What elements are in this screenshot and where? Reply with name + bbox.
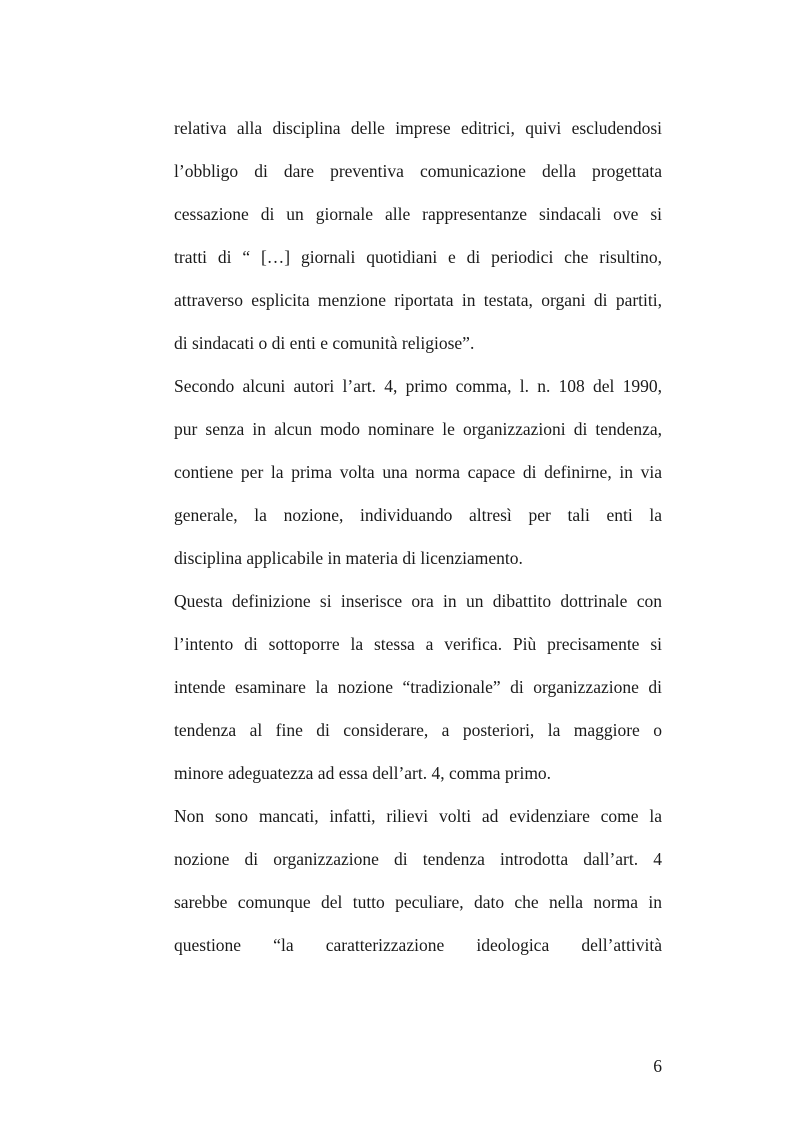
text-line: Non sono mancati, infatti, rilievi volti ad evidenziare come la (174, 806, 662, 826)
text-line: attraverso esplicita menzione riportata in testata, organi di partiti, (174, 290, 662, 310)
paragraph-2 (174, 371, 662, 586)
text-line: pur senza in alcun modo nominare le organizzazioni di tendenza, (174, 419, 662, 439)
document-body (174, 113, 662, 973)
text-line: intende esaminare la nozione “tradizionale” di organizzazione di (174, 677, 662, 697)
text-line: Secondo alcuni autori l’art. 4, primo comma, l. n. 108 del 1990, (174, 376, 662, 396)
text-line: nozione di organizzazione di tendenza introdotta dall’art. 4 (174, 849, 662, 869)
text-line: contiene per la prima volta una norma capace di definirne, in via (174, 462, 662, 482)
text-line: questione “la caratterizzazione ideologica dell’attività (174, 935, 662, 955)
paragraph-1 (174, 113, 662, 371)
text-line: di sindacati o di enti e comunità religiose”. (174, 333, 475, 353)
text-line: l’intento di sottoporre la stessa a verifica. Più precisamente si (174, 634, 662, 654)
text-line: tendenza al fine di considerare, a posteriori, la maggiore o (174, 720, 662, 740)
text-line: relativa alla disciplina delle imprese editrici, quivi escludendosi (174, 118, 662, 138)
text-line: disciplina applicabile in materia di licenziamento. (174, 548, 523, 568)
page-number: 6 (653, 1056, 662, 1076)
text-line: l’obbligo di dare preventiva comunicazione della progettata (174, 161, 662, 181)
paragraph-4 (174, 801, 662, 973)
text-line: cessazione di un giornale alle rappresentanze sindacali ove si (174, 204, 662, 224)
text-line: Questa definizione si inserisce ora in un dibattito dottrinale con (174, 591, 662, 611)
text-line: minore adeguatezza ad essa dell’art. 4, comma primo. (174, 763, 552, 783)
paragraph-3 (174, 586, 662, 801)
text-line: sarebbe comunque del tutto peculiare, dato che nella norma in (174, 892, 662, 912)
text-line: generale, la nozione, individuando altresì per tali enti la (174, 505, 662, 525)
text-line: tratti di “ […] giornali quotidiani e di periodici che risultino, (174, 247, 662, 267)
